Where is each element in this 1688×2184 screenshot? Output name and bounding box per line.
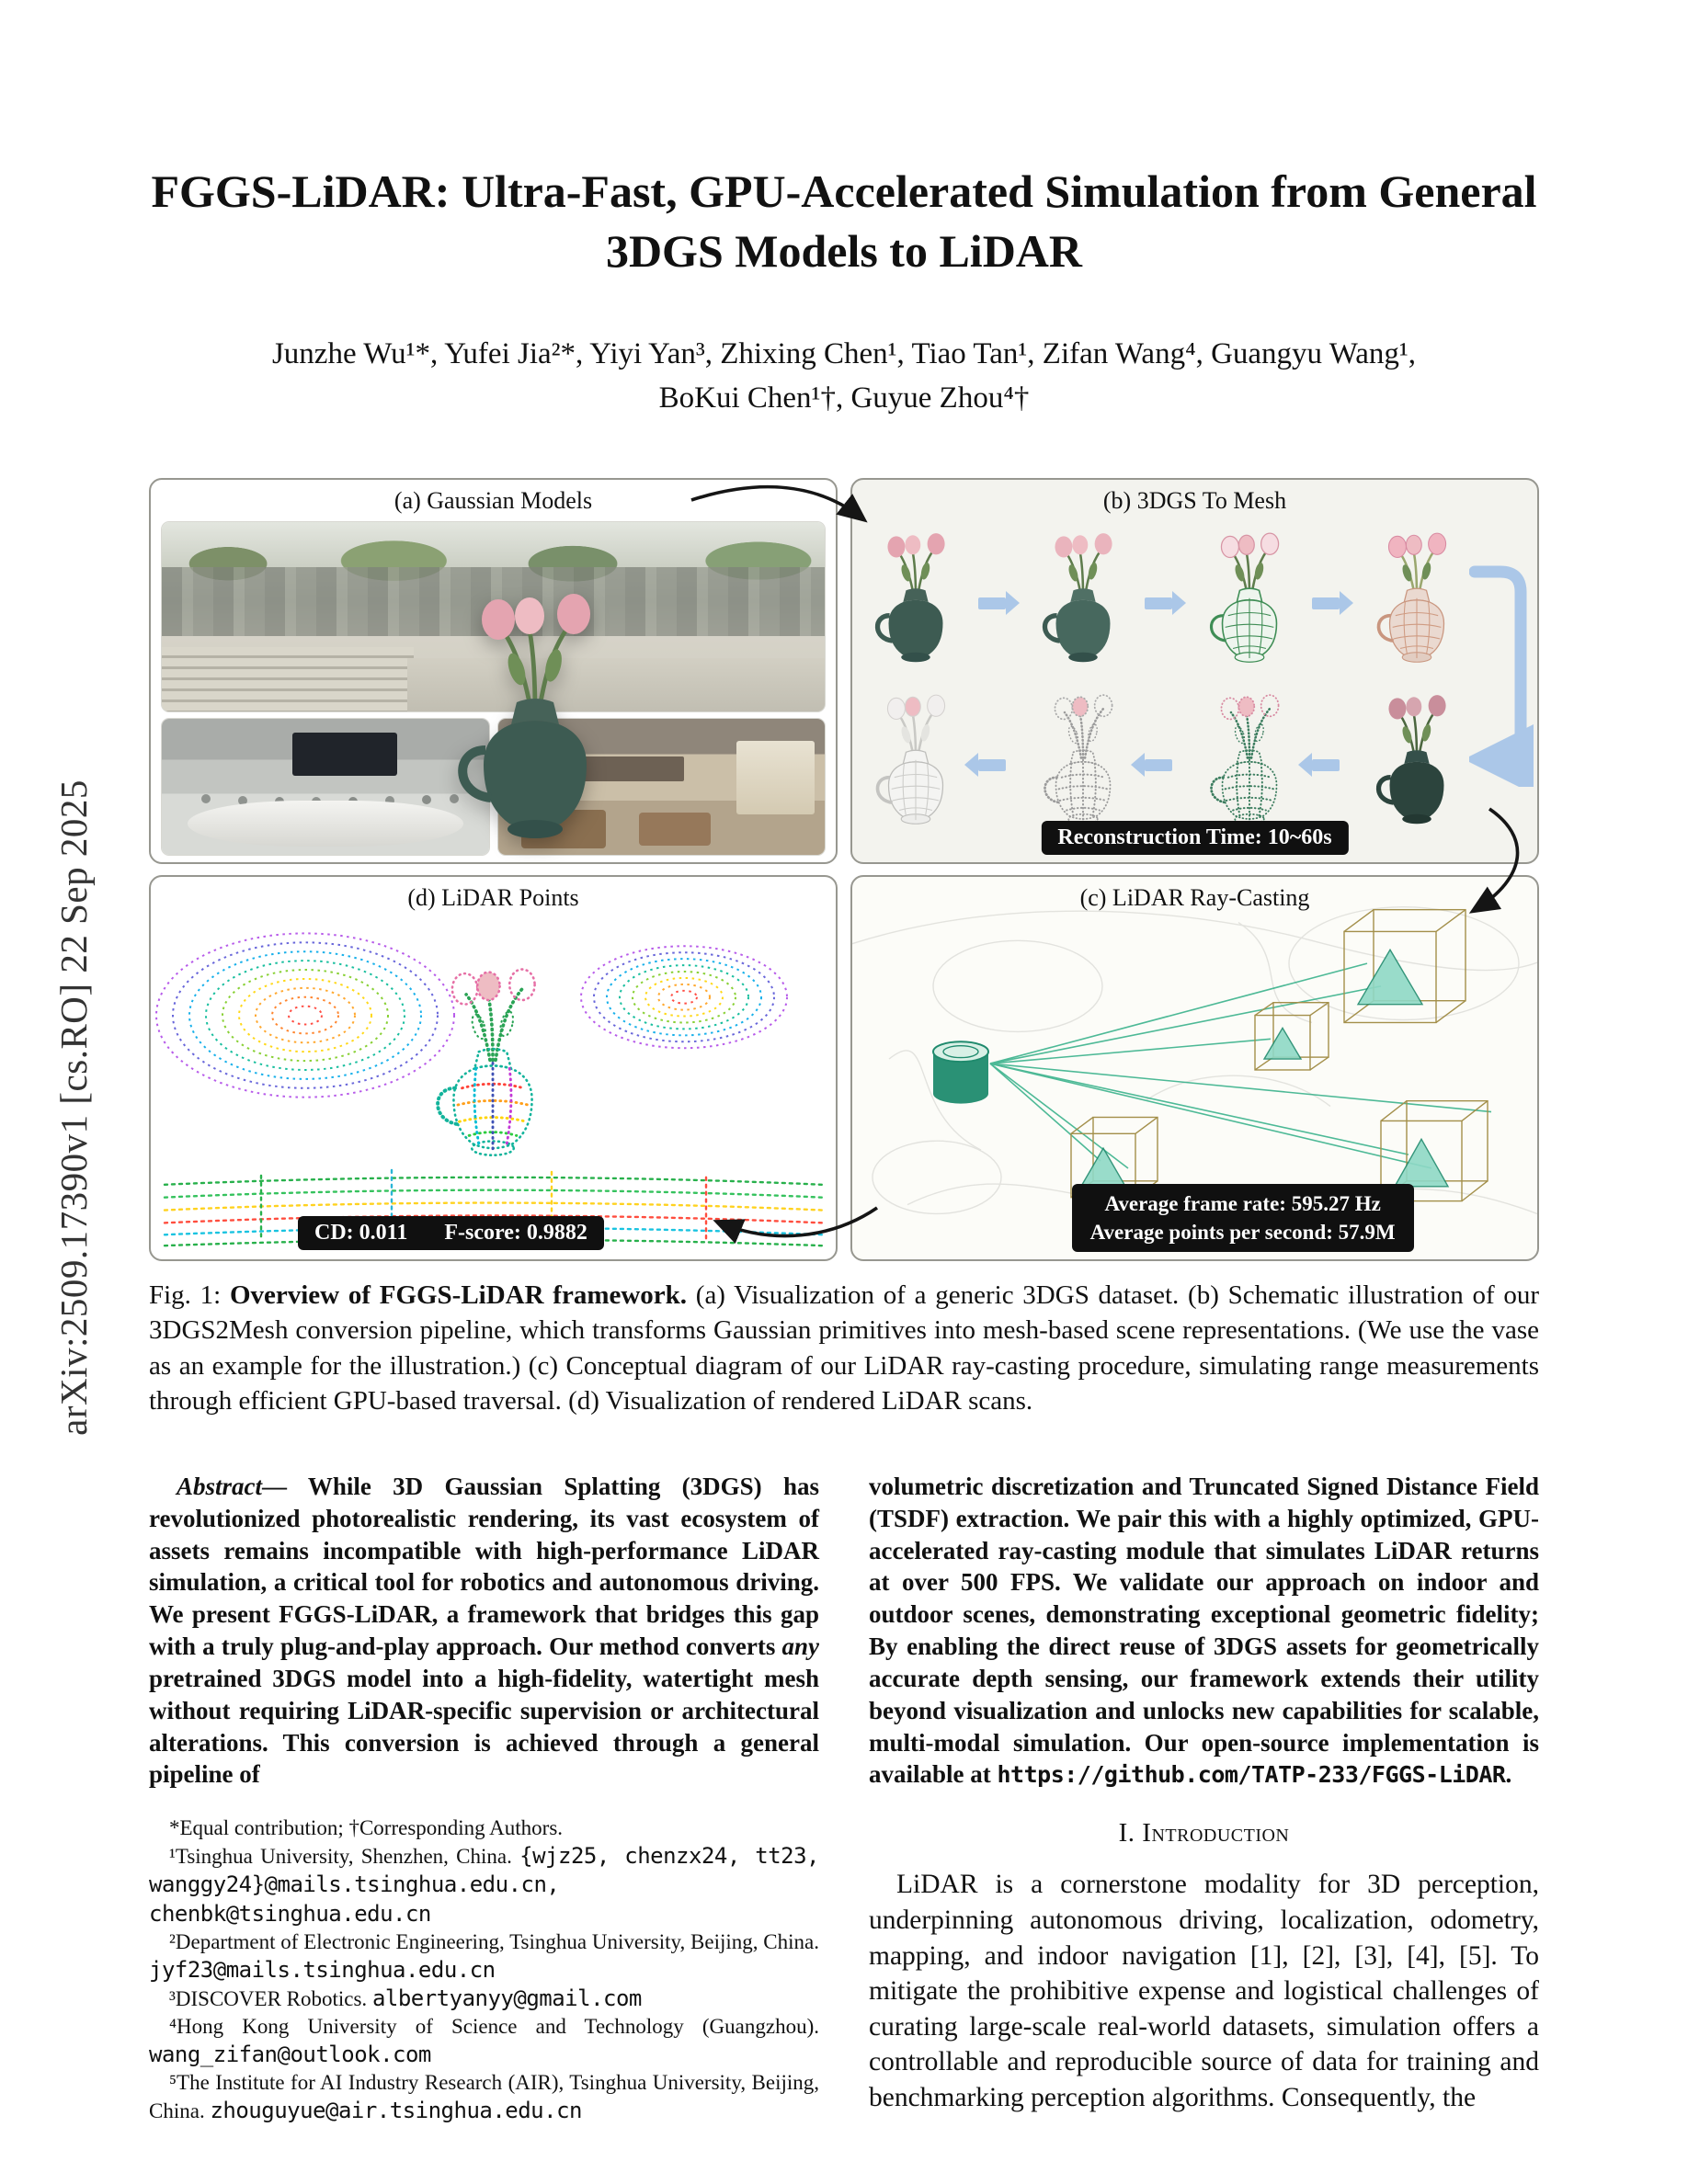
lidar-sensor-cylinder (933, 1041, 988, 1103)
bvh-box (1255, 1003, 1329, 1070)
points-per-second-metric: Average points per second: 57.9M (1089, 1220, 1396, 1244)
lidar-rings-right (581, 946, 787, 1048)
footnote-affil-5: ⁵The Institute for AI Industry Research (AIR), Tsinghua University, Beijing, China. zhouguyue@air.tsinghua.edu.cn (149, 2071, 819, 2123)
vase-icon (443, 588, 627, 864)
figure-panel-d-lidar-points (149, 875, 838, 1261)
figure-caption-text: (a) Visualization of a generic 3DGS dataset. (b) Schematic illustration of our 3DGS2Mesh conversion pipeline, which transforms Gaussian primitives into mesh-based scene representations. (We use the vase as an example for the illustration.) (c) Conceptual diagram of our LiDAR ray-casting procedure, simulating range measurements through efficient GPU-based traversal. (d) Visualization of rendered LiDAR scans. (149, 1280, 1539, 1416)
flow-arrow-left-icon (1145, 759, 1172, 771)
author-line-1: Junzhe Wu¹*, Yufei Jia²*, Yiyi Yan³, Zhixing Chen¹, Tiao Tan¹, Zifan Wang⁴, Guangyu Wang¹, (271, 337, 1417, 370)
flow-arrow-right-icon (978, 597, 1006, 609)
figure-1 (149, 478, 1539, 1261)
footnote-contrib: *Equal contribution; †Corresponding Authors. (169, 1816, 564, 1840)
conference-screen (292, 733, 397, 776)
email-group-5: zhouguyue@air.tsinghua.edu.cn (210, 2097, 582, 2123)
vase-stage-voxelized (1034, 530, 1132, 676)
figure-caption (149, 1278, 1539, 1418)
fscore-metric: F-score: 0.9882 (444, 1221, 587, 1245)
email-group-3: albertyanyy@gmail.com (371, 1985, 642, 2011)
title-line-1: FGGS-LiDAR: Ultra-Fast, GPU-Accelerated Simulation from General (151, 165, 1537, 217)
performance-badge (1072, 1184, 1414, 1252)
vase-stage-tsdf-mesh (1368, 530, 1466, 676)
lidar-rings-left (156, 933, 454, 1097)
panel-c-label: (c) LiDAR Ray-Casting (1079, 884, 1310, 911)
figure-panel-a-gaussian-models (149, 478, 838, 864)
email-group-1: {wjz25, chenzx24, tt23, wanggy24}@mails.tsinghua.edu.cn, chenbk@tsinghua.edu.cn (149, 1843, 819, 1927)
conference-chairs (201, 794, 211, 803)
section-heading-introduction: I. Introduction (1118, 1818, 1290, 1848)
abstract-dash: — (262, 1473, 308, 1500)
panel-b-label: (b) 3DGS To Mesh (1102, 487, 1287, 514)
vase-stage-white-mesh (867, 692, 964, 837)
left-column (149, 1471, 819, 2125)
vase-icon (867, 692, 964, 837)
metrics-badge (298, 1216, 604, 1250)
plaza-steps (162, 647, 414, 711)
right-column (869, 1471, 1539, 2116)
vase-icon (867, 530, 964, 676)
flow-arrow-right-icon (1145, 597, 1172, 609)
vase-icon (1201, 692, 1298, 837)
figure-panel-b-3dgs-to-mesh (850, 478, 1539, 864)
footnote-affil-3: ³DISCOVER Robotics. albertyanyy@gmail.com (169, 1985, 642, 2011)
author-line-2: BoKui Chen¹†, Guyue Zhou⁴† (658, 381, 1030, 415)
abstract-right-text: volumetric discretization and Truncated Signed Distance Field (TSDF) extraction. We pair this with a highly optimized, GPU-accelerated ray-casting module that simulates LiDAR returns at over 500 FPS. We validate our approach on indoor and outdoor scenes, demonstrating exceptional geometric fidelity; By enabling the direct reuse of 3DGS assets for geometrically accurate depth sensing, our framework extends their utility beyond visualization and unlocks new capabilities for scalable, multi-modal simulation. Our open-source implementation is available at (869, 1473, 1539, 1789)
vase-icon (1201, 530, 1298, 676)
author-list (149, 333, 1539, 421)
title-line-2: 3DGS Models to LiDAR (605, 225, 1083, 277)
cd-metric: CD: 0.011 (314, 1221, 408, 1245)
vase-icon (1368, 530, 1466, 676)
flow-arrow-left-icon (1312, 759, 1340, 771)
introduction-paragraph: LiDAR is a cornerstone modality for 3D perception, underpinning autonomous driving, localization, odometry, mapping, and indoor navigation [1], [2], [3], [4], [5]. To mitigate the prohibitive expense and logistical challenges of curating large-scale real-world datasets, simulation offers a controllable and reproducible source of data for training and benchmarking perception algorithms. Consequently, the (869, 1870, 1539, 2113)
abstract-right (869, 1471, 1539, 1791)
vase-icon (1034, 692, 1132, 837)
restaurant-window (736, 741, 815, 814)
abstract-label: Abstract (177, 1473, 263, 1500)
footnote-affil-4: ⁴Hong Kong University of Science and Technology (Guangzhou). wang_zifan@outlook.com (149, 2015, 819, 2067)
abstract-left-text-2: pretrained 3DGS model into a high-fidelity, watertight mesh without requiring LiDAR-specific supervision or architectural alterations. This conversion is achieved through a general pipeline of (149, 1664, 819, 1789)
panel-d-label: (d) LiDAR Points (407, 884, 579, 911)
restaurant-table-2 (639, 813, 711, 846)
abstract-left-text-1: While 3D Gaussian Splatting (3DGS) has revolutionized photorealistic rendering, its vast ecosystem of assets remains incompatible with high-performance LiDAR simulation, a critical tool for robotics and autonomous driving. We present FGGS-LiDAR, a framework that bridges this gap with a truly plug-and-play approach. Our method converts (149, 1473, 820, 1661)
abstract-right-period: . (1505, 1760, 1512, 1789)
figure-caption-bold: Overview of FGGS-LiDAR framework. (229, 1280, 696, 1310)
footnote-affil-2: ²Department of Electronic Engineering, Tsinghua University, Beijing, China. jyf23@mails.tsinghua.edu.cn (149, 1929, 819, 1983)
vase-stage-gaussians (867, 530, 964, 676)
github-url-link[interactable]: https://github.com/TATP-233/FGGS-LiDAR (997, 1761, 1506, 1789)
mesh-pipeline-row-forward (867, 528, 1466, 678)
vase-stage-gray-points (1034, 692, 1132, 837)
vase-stage-green-points (1201, 692, 1298, 837)
vase-icon (423, 965, 563, 1175)
bvh-box (1344, 910, 1466, 1023)
figure-caption-label: Fig. 1: (149, 1280, 230, 1310)
gaussian-vase-image (443, 588, 627, 864)
footnote-affil-1: ¹Tsinghua University, Shenzhen, China. {wjz25, chenzx24, tt23, wanggy24}@mails.tsinghua.edu.cn, chenbk@tsinghua.edu.cn (149, 1843, 819, 1927)
bvh-boxes (1071, 910, 1488, 1201)
figure-panel-c-raycasting (850, 875, 1539, 1261)
photo-conference-room (162, 719, 489, 855)
vase-stage-octree-wireframe (1201, 530, 1298, 676)
flow-arrow-left-icon (978, 759, 1006, 771)
abstract-left (149, 1471, 819, 1791)
flow-arrow-right-icon (1312, 597, 1340, 609)
conference-table (188, 801, 462, 847)
frame-rate-metric: Average frame rate: 595.27 Hz (1104, 1191, 1381, 1215)
lidar-point-vase (423, 965, 563, 1175)
vase-stage-textured-mesh (1368, 692, 1466, 837)
arxiv-watermark-text: arXiv:2509.17390v1 [cs.RO] 22 Sep 2025 (52, 779, 95, 1436)
vase-icon (1368, 692, 1466, 837)
vase-icon (1034, 530, 1132, 676)
footnotes-block (149, 1814, 819, 2125)
pipeline-elbow-arrow-icon (1469, 557, 1534, 787)
email-group-4: wang_zifan@outlook.com (149, 2041, 431, 2067)
panel-a-label: (a) Gaussian Models (393, 487, 593, 514)
reconstruction-time-badge: Reconstruction Time: 10~60s (1041, 821, 1348, 855)
page-title (149, 162, 1539, 281)
mesh-pipeline-row-backward (867, 689, 1466, 840)
abstract-italic-any: any (781, 1632, 819, 1661)
email-group-2: jyf23@mails.tsinghua.edu.cn (149, 1956, 496, 1983)
